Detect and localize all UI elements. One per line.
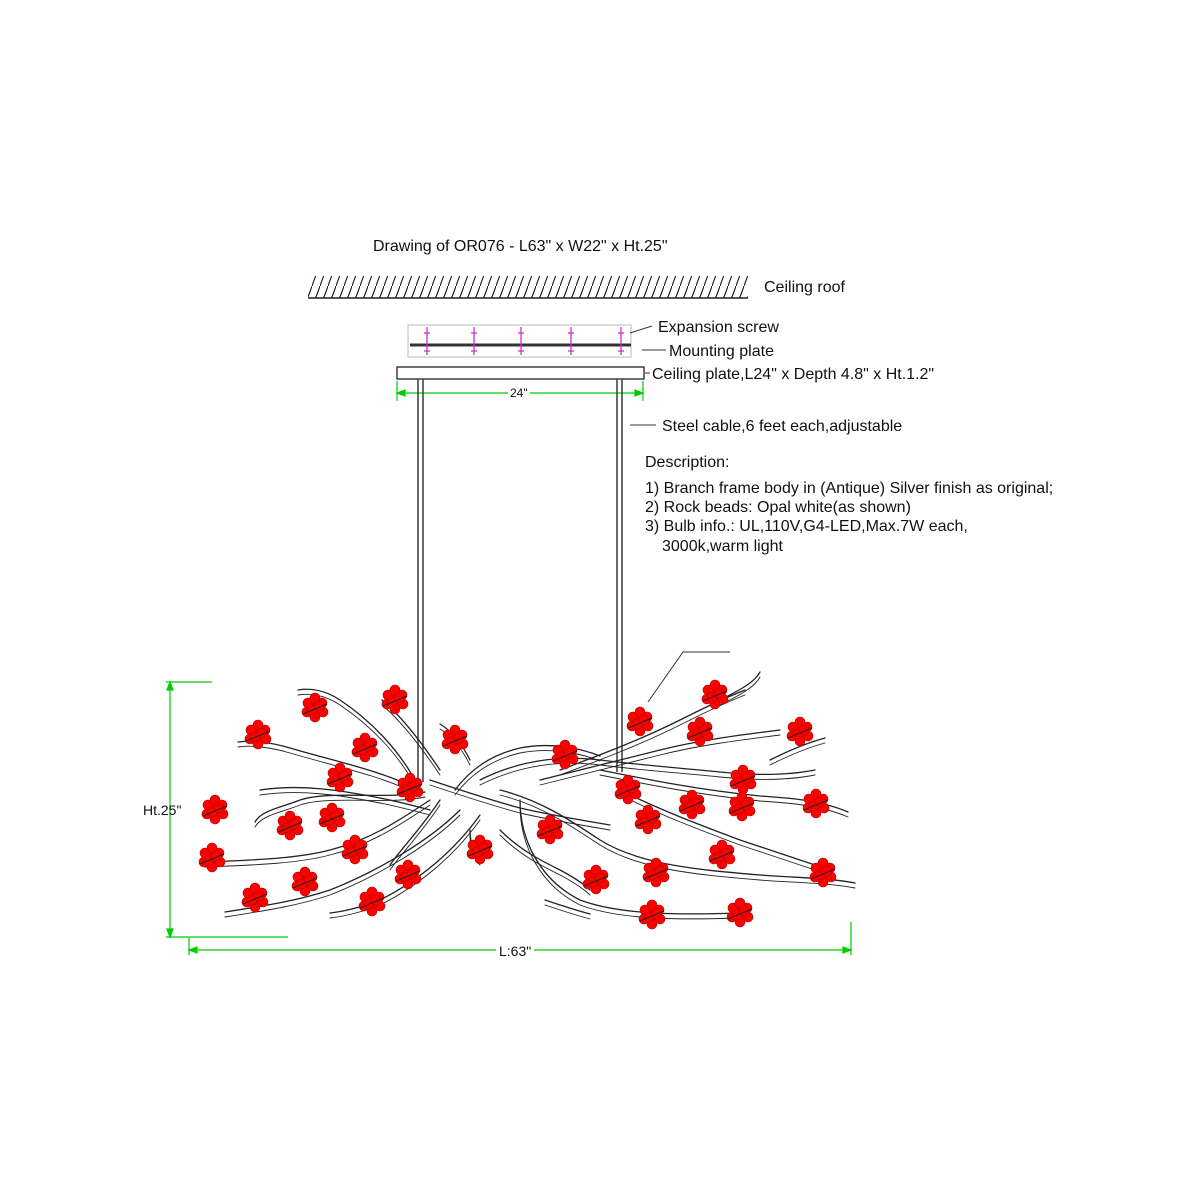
blossom-icon	[729, 792, 755, 821]
blossom-icon	[627, 707, 653, 736]
blossom-icon	[352, 733, 378, 762]
height-dimension	[166, 682, 288, 937]
mounting-plate	[408, 325, 631, 357]
blossom-icon	[639, 900, 665, 929]
blossom-icon	[199, 843, 225, 872]
expansion-screw-icon	[618, 327, 624, 355]
blossom-icon	[702, 680, 728, 709]
blossom-icon	[583, 865, 609, 894]
expansion-screw-label: Expansion screw	[658, 319, 779, 336]
steel-cable-label: Steel cable,6 feet each,adjustable	[662, 418, 903, 435]
blossom-icon	[382, 685, 408, 714]
rock-bead-blossoms	[199, 680, 836, 929]
ceiling-plate	[397, 367, 644, 379]
expansion-screw-icon	[568, 327, 574, 355]
blossom-icon	[245, 720, 271, 749]
plate-width-label: 24"	[510, 386, 528, 400]
drawing-title: Drawing of OR076 - L63" x W22" x Ht.25"	[373, 238, 668, 255]
expansion-screw-icon	[471, 327, 477, 355]
height-label: Ht.25"	[143, 802, 182, 818]
blossom-icon	[395, 860, 421, 889]
blossom-icon	[643, 858, 669, 887]
blossom-icon	[397, 773, 423, 802]
blossom-icon	[242, 883, 268, 912]
blossom-icon	[615, 775, 641, 804]
branch	[480, 758, 815, 780]
blossom-icon	[709, 840, 735, 869]
blossom-icon	[687, 717, 713, 746]
branch-outline	[500, 835, 590, 895]
description-item: 3) Bulb info.: UL,110V,G4-LED,Max.7W each,	[645, 518, 968, 535]
branch	[205, 800, 430, 862]
blossom-icon	[803, 789, 829, 818]
branch-outline	[382, 705, 440, 775]
description-item: 1) Branch frame body in (Antique) Silver finish as original;	[645, 480, 1054, 497]
blossom-icon	[679, 790, 705, 819]
blossom-icon	[359, 887, 385, 916]
blossom-icon	[810, 858, 836, 887]
expansion-screw-icon	[424, 327, 430, 355]
ceiling-plate-label: Ceiling plate,L24" x Depth 4.8" x Ht.1.2"	[652, 366, 935, 383]
expansion-screw-icon	[518, 327, 524, 355]
ceiling-roof	[308, 276, 748, 298]
description-item: 3000k,warm light	[662, 538, 783, 555]
blossom-icon	[787, 717, 813, 746]
mounting-plate-label: Mounting plate	[669, 343, 774, 360]
blossom-icon	[327, 763, 353, 792]
blossom-icon	[342, 835, 368, 864]
length-label: L:63"	[496, 943, 534, 959]
branch-outline	[770, 743, 825, 765]
steel-cables	[418, 379, 622, 782]
description-heading: Description:	[645, 454, 730, 471]
blossom-icon	[319, 803, 345, 832]
blossom-icon	[277, 811, 303, 840]
blossom-icon	[202, 795, 228, 824]
branch-outline	[455, 751, 600, 795]
blossom-icon	[727, 898, 753, 927]
blossom-icon	[292, 867, 318, 896]
blossom-icon	[730, 765, 756, 794]
blossom-icon	[635, 805, 661, 834]
ceiling-roof-label: Ceiling roof	[764, 279, 845, 296]
description-item: 2) Rock beads: Opal white(as shown)	[645, 499, 911, 516]
expansion-screws	[424, 327, 624, 355]
